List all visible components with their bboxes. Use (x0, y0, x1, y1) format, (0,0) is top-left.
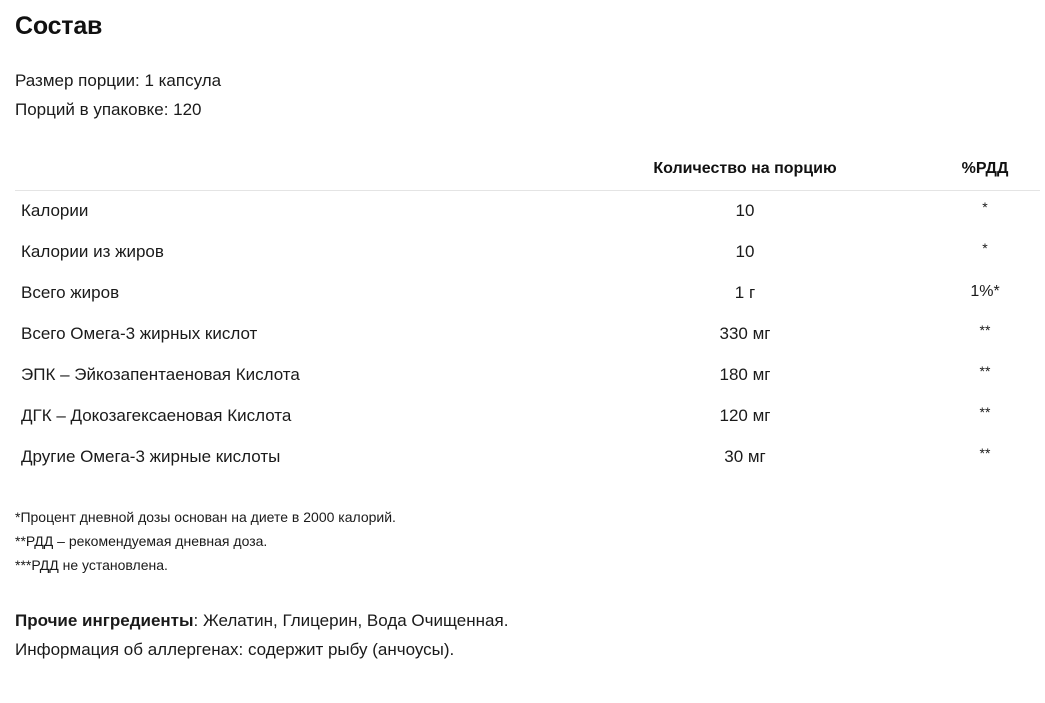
table-row (15, 355, 1040, 396)
row-name: ЭПК – Эйкозапентаеновая Кислота (21, 365, 300, 384)
other-ingredients-label: Прочие ингредиенты (15, 611, 194, 630)
row-amount: 30 мг (724, 447, 766, 466)
row-name: Всего жиров (21, 283, 120, 302)
table-row (15, 437, 1040, 478)
other-ingredients (15, 606, 508, 635)
row-name: Калории (21, 201, 89, 220)
table-row (15, 396, 1040, 437)
row-name: ДГК – Докозагексаеновая Кислота (21, 406, 292, 425)
allergen-info: Информация об аллергенах: содержит рыбу (анчоусы). (15, 640, 455, 659)
serving-size: Размер порции: 1 капсула (15, 71, 222, 90)
table-row (15, 191, 1040, 232)
row-amount: 180 мг (719, 365, 771, 384)
row-dv: ** (979, 322, 991, 338)
row-name: Другие Омега-3 жирные кислоты (21, 447, 281, 466)
row-dv: 1%* (970, 283, 1000, 300)
header-daily-value: %РДД (961, 160, 1009, 177)
row-name: Калории из жиров (21, 242, 164, 261)
row-amount: 1 г (734, 283, 756, 302)
table-row (15, 273, 1040, 314)
row-amount: 330 мг (719, 324, 771, 343)
footnote: ***РДД не установлена. (15, 557, 168, 573)
row-amount: 10 (735, 201, 755, 220)
row-dv: ** (979, 445, 991, 461)
page-title: Состав (15, 12, 103, 40)
ingredients-section (15, 606, 508, 664)
serving-info (15, 66, 221, 124)
row-dv: ** (979, 363, 991, 379)
footnote: **РДД – рекомендуемая дневная доза. (15, 533, 268, 549)
row-amount: 10 (735, 242, 755, 261)
footnote: *Процент дневной дозы основан на диете в 2000 калорий. (15, 509, 396, 525)
table-header (15, 150, 1040, 191)
nutrition-table (15, 150, 1040, 478)
header-amount-per-serving: Количество на порцию (653, 160, 837, 177)
other-ingredients-text: : Желатин, Глицерин, Вода Очищенная. (193, 611, 509, 630)
table-row (15, 314, 1040, 355)
row-dv: * (982, 240, 988, 256)
row-amount: 120 мг (719, 406, 771, 425)
table-row (15, 232, 1040, 273)
row-dv: ** (979, 404, 991, 420)
footnotes (15, 505, 396, 577)
row-name: Всего Омега-3 жирных кислот (21, 324, 258, 343)
servings-per-container: Порций в упаковке: 120 (15, 100, 202, 119)
row-dv: * (982, 199, 988, 215)
